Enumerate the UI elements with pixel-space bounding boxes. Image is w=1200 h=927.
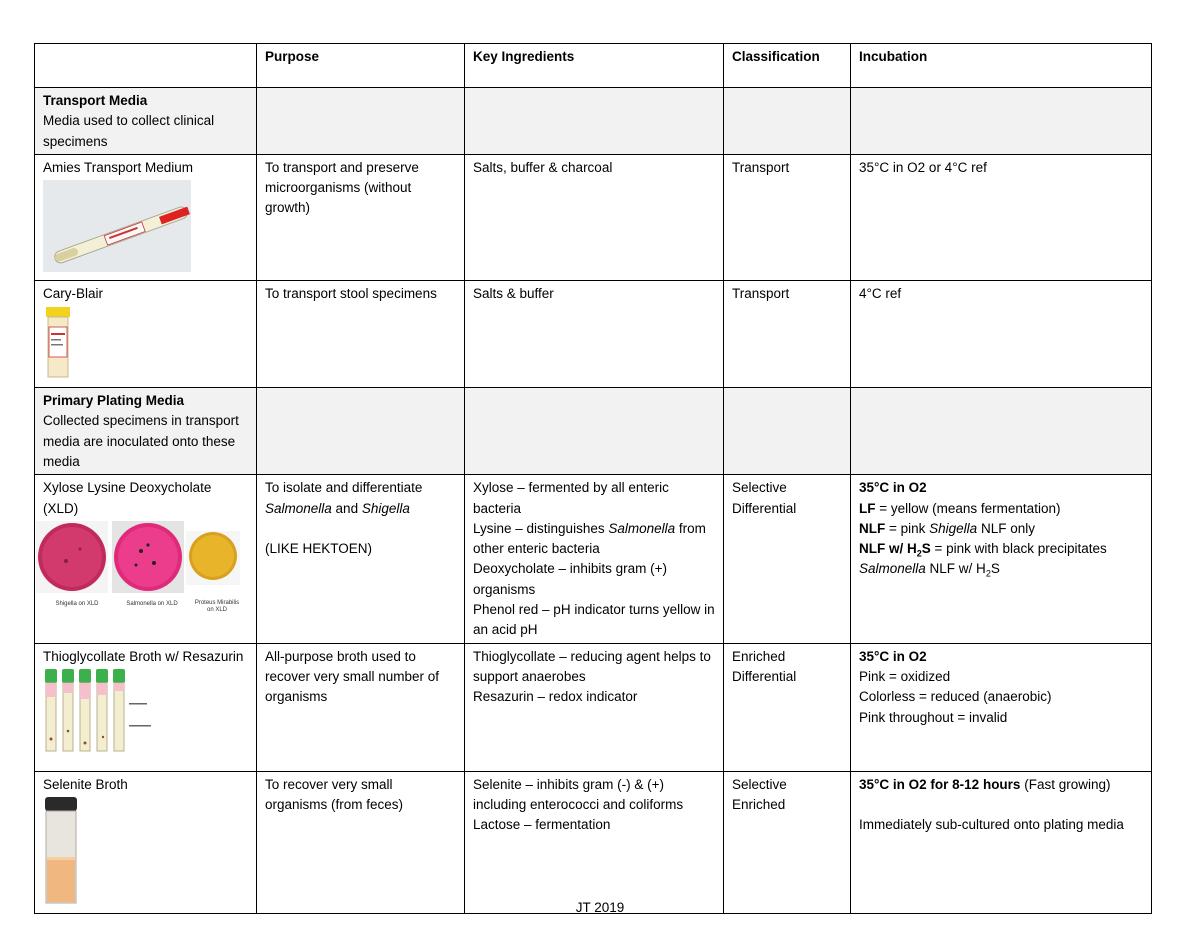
plate-caption: Shigella on XLD: [55, 600, 99, 607]
header-row: [35, 44, 1152, 88]
cary-blair-row: [35, 281, 1152, 388]
incubation-line: Pink = oxidized: [859, 668, 951, 684]
purpose-cell: All-purpose broth used to recover very small number of organisms: [257, 643, 465, 771]
incubation-text: NLF only: [977, 520, 1035, 536]
media-name: Amies Transport Medium: [43, 159, 194, 175]
ingredient-line: Thioglycollate – reducing agent helps to support anaerobes: [473, 648, 711, 684]
ingredient-text: from other enteric bacteria: [473, 520, 706, 557]
incubation-text: = yellow (means fermentation): [875, 500, 1061, 516]
header-cell-empty: [35, 44, 257, 88]
incubation-line: Immediately sub-cultured onto plating media: [859, 816, 1124, 832]
xld-plates-image: [43, 521, 248, 621]
purpose-cell: To transport and preserve microorganisms (without growth): [257, 154, 465, 281]
incubation-text: (Fast growing): [1020, 776, 1111, 792]
vial-image: [43, 307, 248, 385]
nlf-h2s-text: S: [921, 541, 931, 557]
media-name: Thioglycollate Broth w/ Resazurin: [43, 648, 244, 664]
subscript: 2: [916, 548, 922, 559]
swab-image: [43, 180, 248, 278]
incubation-hours: 8-12 hours: [952, 776, 1021, 792]
media-abbrev: (XLD): [43, 500, 79, 516]
section-title: Transport Media: [43, 93, 148, 108]
media-name: Cary-Blair: [43, 286, 104, 302]
incubation-line: [859, 499, 1143, 519]
media-table: [34, 43, 1152, 914]
classification-cell: [724, 771, 851, 914]
empty-cell: [851, 88, 1152, 155]
ingredients-cell: Salts, buffer & charcoal: [465, 154, 724, 281]
organism-name: Shigella: [929, 520, 978, 536]
classification-cell: [724, 643, 851, 771]
section-cell: [35, 388, 257, 475]
ingredient-line: Phenol red – pH indicator turns yellow in an acid pH: [473, 602, 715, 638]
purpose-cell: To recover very small organisms (from feces): [257, 771, 465, 914]
ingredients-cell: [465, 643, 724, 771]
class-line: Selective: [732, 480, 787, 496]
incubation-cell: 4°C ref: [851, 281, 1152, 388]
name-cell: [35, 281, 257, 388]
purpose-cell: [257, 475, 465, 643]
ingredient-line: [473, 519, 715, 560]
class-line: Enriched: [732, 796, 786, 812]
incubation-text: = pink: [885, 520, 930, 536]
ingredient-line: Selenite – inhibits gram (-) & (+) including enterococci and coliforms: [473, 776, 684, 812]
organism-name: Salmonella: [859, 561, 926, 577]
lf-label: LF: [859, 500, 876, 516]
incubation-line: [859, 539, 1143, 559]
incubation-text: 35°C in O2 for: [859, 776, 953, 792]
purpose-and: and: [331, 500, 362, 516]
transport-section-row: [35, 88, 1152, 155]
broth-tube-image: [43, 797, 248, 911]
ingredient-line: Lactose – fermentation: [473, 817, 611, 833]
incubation-cell: [851, 643, 1152, 771]
subscript: 2: [985, 569, 991, 580]
plating-section-row: [35, 388, 1152, 475]
ingredient-line: Resazurin – redox indicator: [473, 689, 638, 705]
ingredient-text: Lysine – distinguishes: [473, 520, 609, 536]
empty-cell: [465, 88, 724, 155]
ingredient-line: Deoxycholate – inhibits gram (+) organisms: [473, 561, 667, 597]
incubation-line: [859, 559, 1143, 579]
organism-name: Salmonella: [265, 500, 332, 516]
nlf-label: NLF: [859, 520, 886, 536]
purpose-note: (LIKE HEKTOEN): [265, 540, 373, 556]
purpose-cell: To transport stool specimens: [257, 281, 465, 388]
section-desc: Media used to collect clinical specimens: [43, 113, 215, 149]
incubation-line: 35°C in O2: [859, 480, 927, 496]
empty-cell: [257, 388, 465, 475]
empty-cell: [257, 88, 465, 155]
incubation-line: [859, 519, 1143, 539]
header-incubation: Incubation: [851, 44, 1152, 88]
name-cell: [35, 771, 257, 914]
incubation-line: Pink throughout = invalid: [859, 709, 1008, 725]
classification-cell: Transport: [724, 154, 851, 281]
class-line: Differential: [732, 668, 797, 684]
name-cell: [35, 643, 257, 771]
header-purpose: Purpose: [257, 44, 465, 88]
empty-cell: [724, 388, 851, 475]
header-key-ingredients: Key Ingredients: [465, 44, 724, 88]
media-name: Xylose Lysine Deoxycholate: [43, 480, 212, 496]
name-cell: [35, 475, 257, 643]
section-title: Primary Plating Media: [43, 393, 185, 409]
empty-cell: [851, 388, 1152, 475]
ingredients-cell: [465, 475, 724, 643]
name-cell: [35, 154, 257, 281]
page-footer: JT 2019: [575, 900, 625, 915]
section-desc: Collected specimens in transport media are inoculated onto these media: [43, 413, 239, 469]
plate-caption: Salmonella on XLD: [126, 600, 178, 607]
section-cell: [35, 88, 257, 155]
classification-cell: Transport: [724, 281, 851, 388]
incubation-cell: [851, 475, 1152, 643]
nlf-h2s-text: NLF w/ H: [859, 541, 917, 557]
selenite-row: [35, 771, 1152, 914]
class-line: Selective: [732, 776, 787, 792]
ingredients-cell: [465, 771, 724, 914]
ingredient-line: Xylose – fermented by all enteric bacteria: [473, 480, 669, 516]
incubation-text: NLF w/ H: [925, 561, 986, 577]
incubation-cell: [851, 771, 1152, 914]
tubes-image: [43, 669, 248, 759]
purpose-line: [265, 499, 456, 519]
incubation-line: [859, 775, 1143, 795]
xld-row: [35, 475, 1152, 643]
nlf-h2s-label: [859, 541, 931, 559]
ingredients-cell: Salts & buffer: [465, 281, 724, 388]
classification-cell: [724, 475, 851, 643]
class-line: Differential: [732, 500, 797, 516]
incubation-line: 35°C in O2: [859, 648, 927, 664]
media-name: Selenite Broth: [43, 776, 128, 792]
empty-cell: [724, 88, 851, 155]
empty-cell: [465, 388, 724, 475]
thioglycollate-row: [35, 643, 1152, 771]
incubation-cell: 35°C in O2 or 4°C ref: [851, 154, 1152, 281]
incubation-text: = pink with black precipitates: [930, 541, 1107, 557]
organism-name: Salmonella: [608, 520, 676, 536]
class-line: Enriched: [732, 648, 786, 664]
incubation-line: Colorless = reduced (anaerobic): [859, 689, 1052, 705]
purpose-line: To isolate and differentiate: [265, 480, 423, 496]
header-classification: Classification: [724, 44, 851, 88]
plate-caption: Proteus Mirabilis on XLD: [194, 599, 240, 613]
organism-name: Shigella: [361, 500, 410, 516]
incubation-text: S: [990, 561, 1000, 577]
amies-row: [35, 154, 1152, 281]
